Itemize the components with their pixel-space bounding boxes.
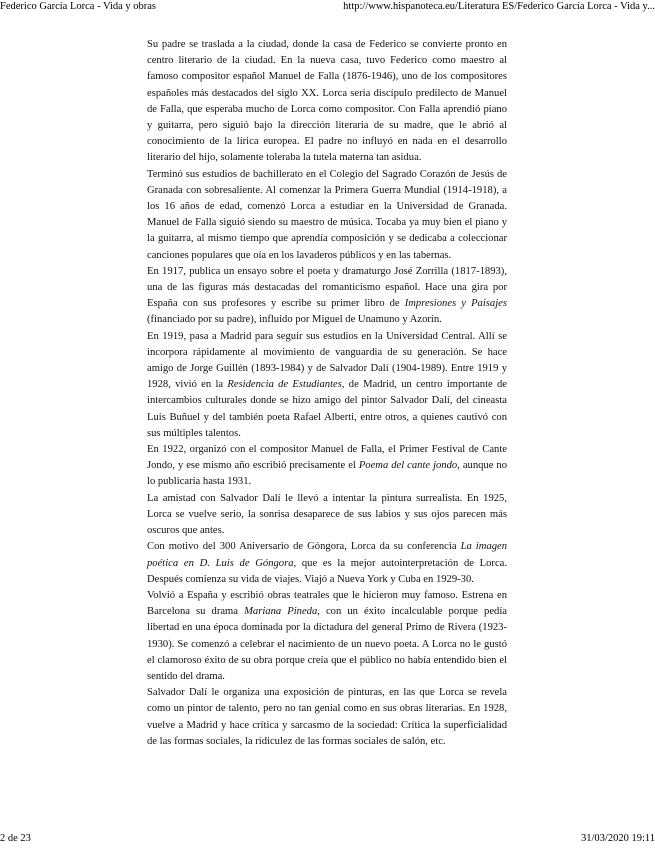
italic-title: La imagen poética en D. Luis de Góngora xyxy=(147,541,507,569)
italic-title: Poema del cante jondo xyxy=(358,460,458,472)
paragraph xyxy=(147,329,507,442)
paragraph xyxy=(147,442,507,491)
text-run: Terminó sus estudios de bachillerato en el Colegio del Sagrado Corazón de Jesús de Granada con sobresaliente. Al comenzar la Primera Guerra Mundial (1914-1918), a los 16 años de edad, comenzó Lorca a estudiar en la Universidad de Granada. Manuel de Falla siguió siendo su maestro de música. Tocaba ya muy bien el piano y la guitarra, al mismo tiempo que aprendía composición y se dedicaba a coleccionar canciones populares que oía en los lavaderos públicos y en las tabernas. xyxy=(147,168,507,261)
text-run: La amistad con Salvador Dalí le llevó a intentar la pintura surrealista. En 1925, Lorca se vuelve serio, la sonrisa desaparece de sus labios y sus ojos parecen más oscuros que antes. xyxy=(147,492,507,537)
header-url: http://www.hispanoteca.eu/Literatura ES/Federico García Lorca - Vida y... xyxy=(343,1,655,12)
header-title: Federico García Lorca - Vida y obras xyxy=(0,1,157,12)
italic-title: Mariana Pineda xyxy=(244,606,318,618)
paragraph xyxy=(147,491,507,540)
paragraph xyxy=(147,539,507,588)
paragraph xyxy=(147,685,507,750)
paragraph xyxy=(147,588,507,685)
text-run: , aunque no lo publicaría hasta 1931. xyxy=(147,460,507,488)
paragraph xyxy=(147,37,507,167)
print-header xyxy=(0,0,655,14)
text-run: Su padre se traslada a la ciudad, donde la casa de Federico se convierte pronto en centro literario de la ciudad. En la nueva casa, tuvo Federico como maestro al famoso compositor español Manuel de Falla (1876-1946), uno de los compositores españoles más destacados del siglo XX. Lorca sería discípulo predilecto de Manuel de Falla, que esperaba mucho de Lorca como compositor. Con Falla aprendió piano y guitarra, pero siguió bajo la dirección literaria de su madre, que le abrió al conocimiento de la lírica europea. El padre no influyó en nada en el desarrollo literario del hijo, solamente toleraba la tutela materna tan asidua. xyxy=(147,39,507,164)
text-run: En 1919, pasa a Madrid para seguir sus estudios en la Universidad Central. Allí se incorpora rápidamente al movimiento de vanguardia de su generación. Se hace amigo de Jorge Guillén (1893-1984) y de Salvador Dalí (1904-1989). Entre 1919 y 1928, vivió en la xyxy=(147,330,507,391)
article-body xyxy=(147,37,507,750)
print-footer xyxy=(0,834,655,848)
page-number: 2 de 23 xyxy=(0,833,31,844)
text-run: En 1917, publica un ensayo sobre el poeta y dramaturgo José Zorrilla (1817-1893), una de las figuras más destacadas del romanticismo español. Hace una gira por España con sus profesores y escribe su primer libro de xyxy=(147,265,507,310)
print-datetime: 31/03/2020 19:11 xyxy=(581,833,655,844)
text-run: Con motivo del 300 Aniversario de Góngora, Lorca da su conferencia xyxy=(147,541,461,553)
text-run: , de Madrid, un centro importante de intercambios culturales donde se hizo amigo del pintor Salvador Dalí, del cineasta Luis Buñuel y del también poeta Rafael Alberti, entre otros, a quienes cautivó con sus múltiples talentos. xyxy=(147,379,507,439)
text-run: Volvió a España y escribió obras teatrales que le hicieron muy famoso. Estrena en Barcelona su drama xyxy=(147,589,507,618)
text-run: (financiado por su padre), influido por Miguel de Unamuno y Azorín. xyxy=(147,314,442,326)
paragraph xyxy=(147,167,507,264)
italic-title: Residencia de Estudiantes xyxy=(227,379,342,391)
text-run: En 1922, organizó con el compositor Manuel de Falla, el Primer Festival de Cante Jondo, y ese mismo año escribió precisamente el xyxy=(147,444,507,472)
text-run: , con un éxito incalculable porque pedía libertad en una época dominada por la dictadura del general Primo de Rivera (1923-1930). Se comenzó a celebrar el nacimiento de un nuevo poeta. A Lorca no le gustó el clamoroso éxito de su obra porque creía que el público no había entendido bien el sentido del drama. xyxy=(147,606,507,682)
text-run: , que es la mejor autointerpretación de Lorca. Después comienza su vida de viajes. Viajó a Nueva York y Cuba en 1929-30. xyxy=(147,557,508,585)
paragraph xyxy=(147,264,507,329)
italic-title: Impresiones y Paisajes xyxy=(404,298,507,310)
text-run: Salvador Dalí le organiza una exposición de pinturas, en las que Lorca se revela como un pintor de talento, pero no tan genial como en sus obras literarias. En 1928, vuelve a Madrid y hace crítica y sarcasmo de la sociedad: Crítica la superficialidad de las formas sociales, la ridiculez de las formas sociales de salón, etc. xyxy=(147,687,507,747)
